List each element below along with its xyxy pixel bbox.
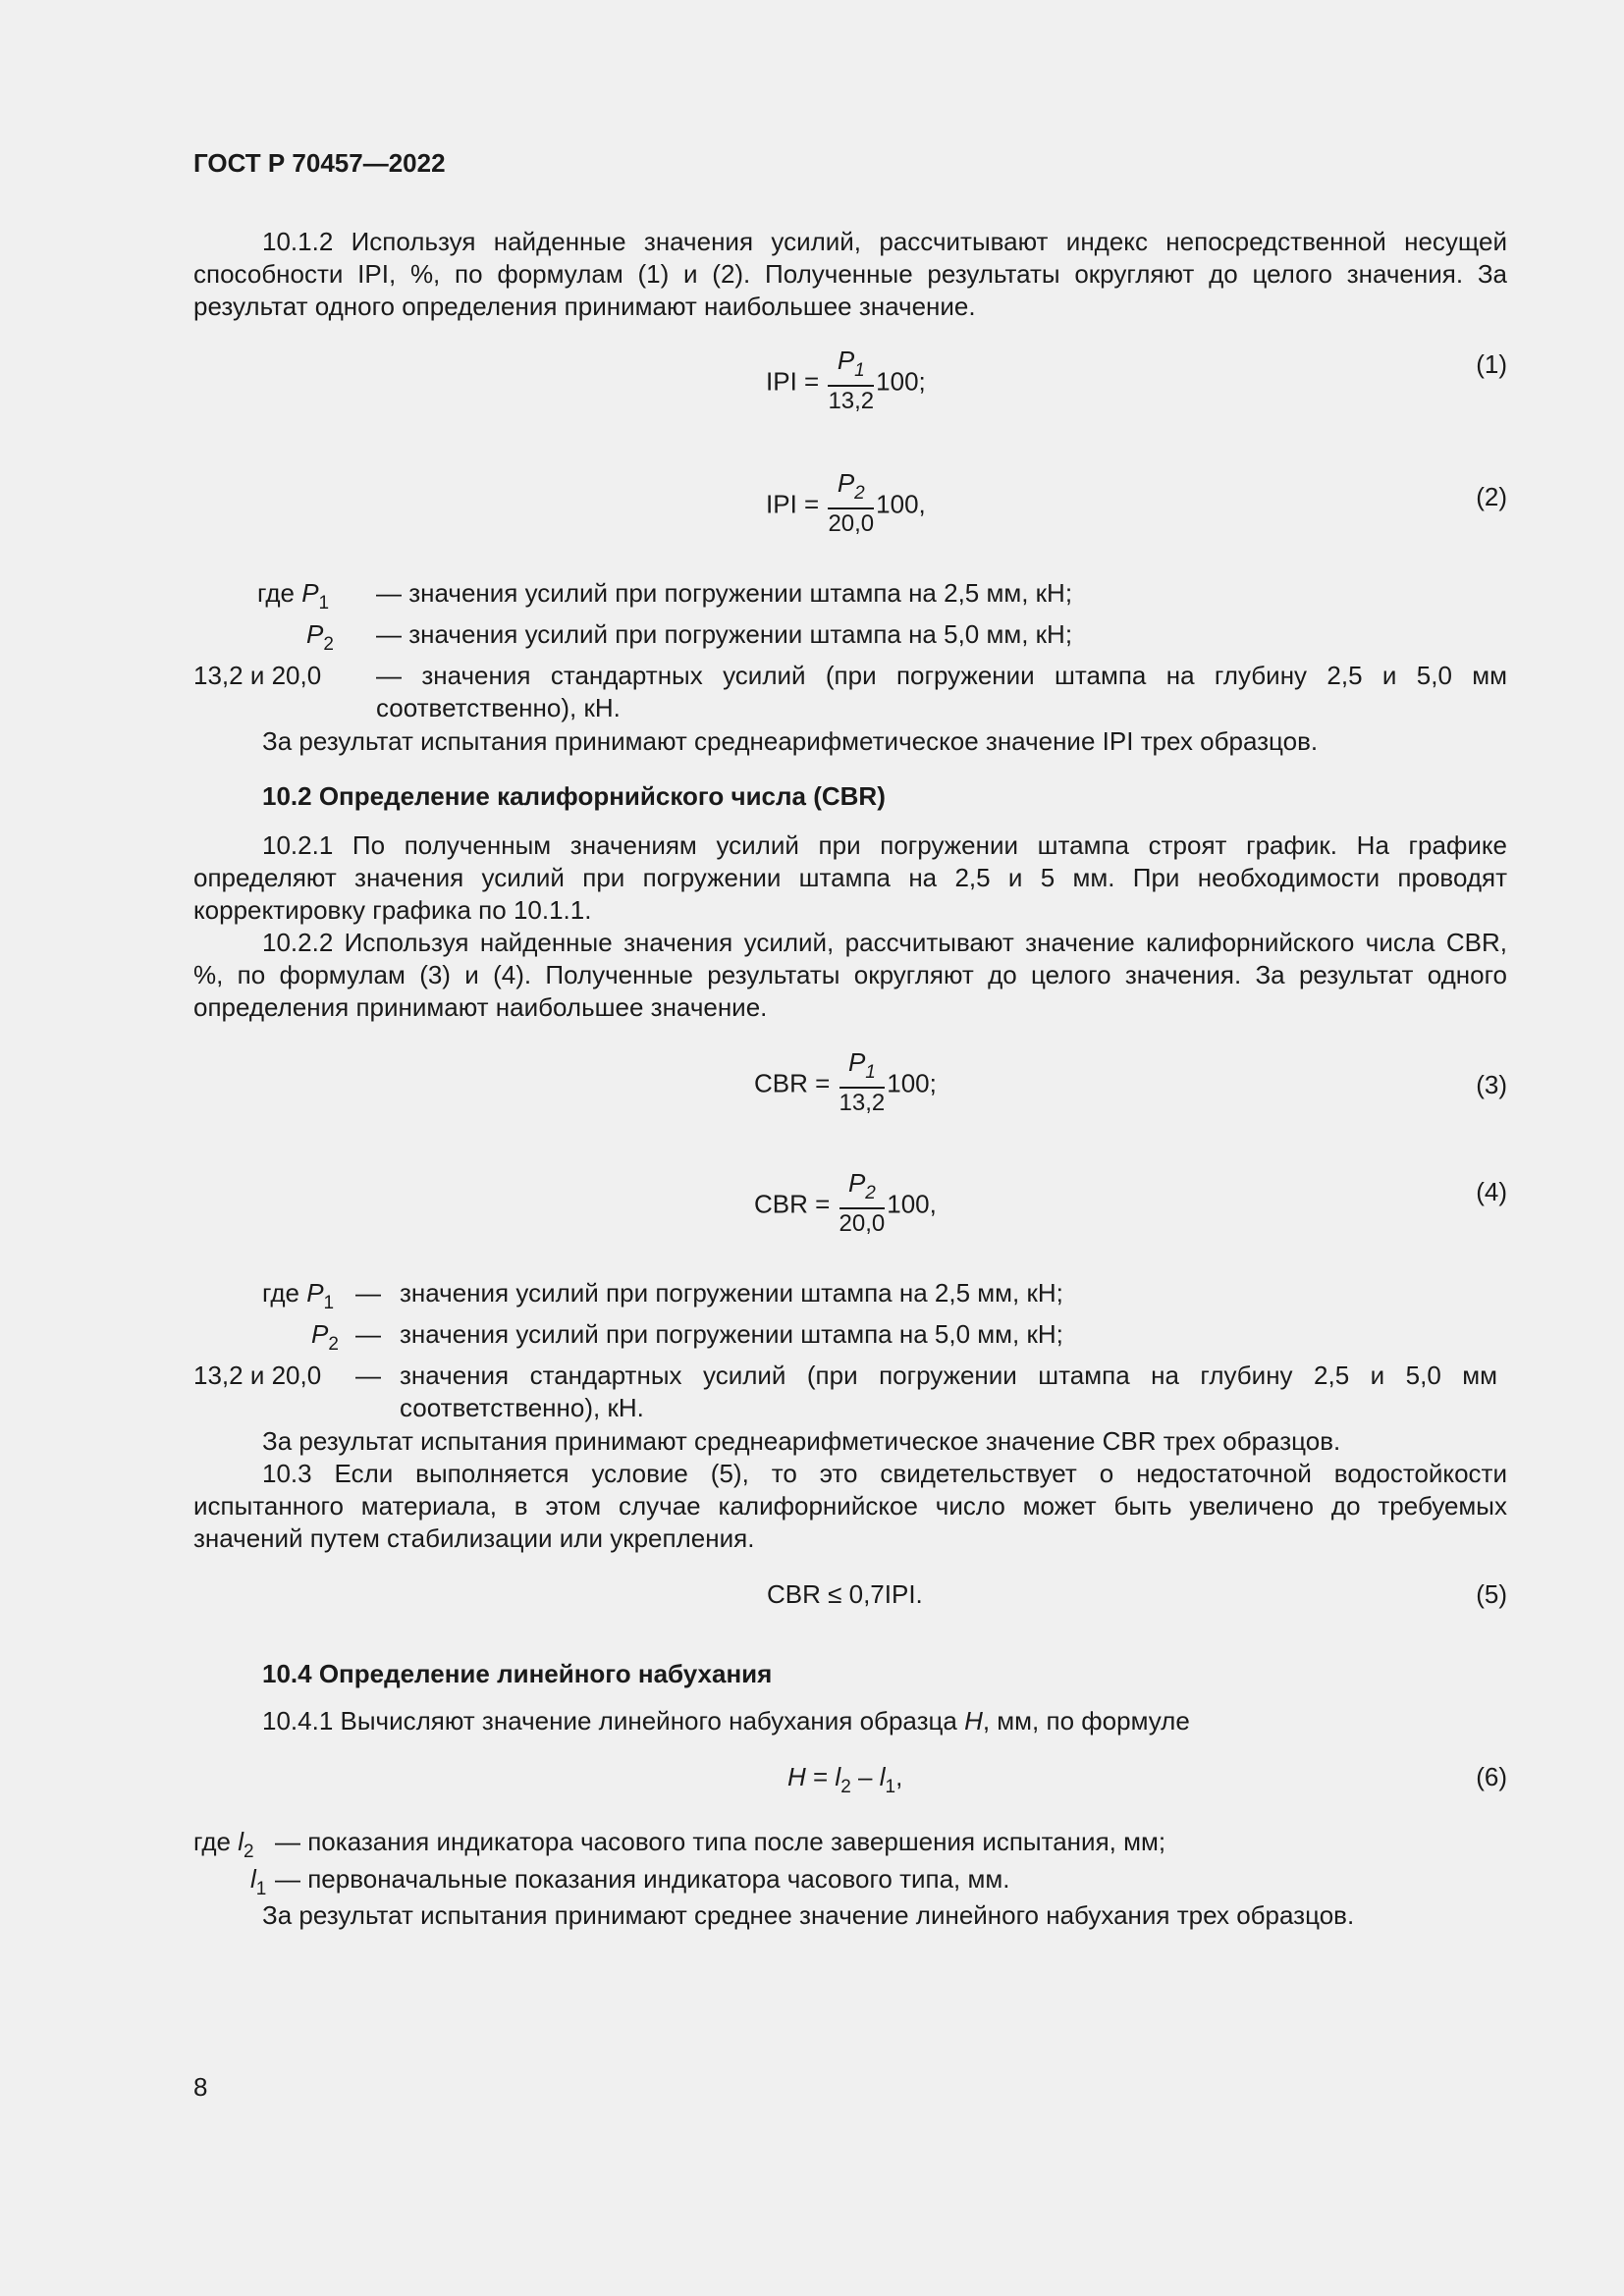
definition-p1-text: — значения усилий при погружении штампа на 2,5 мм, кН;: [376, 578, 1073, 608]
result-swelling: За результат испытания принимают среднее значение линейного набухания трех образцов.: [262, 1900, 1355, 1930]
fraction-denominator: 20,0: [839, 1210, 886, 1237]
formula-tail: 100,: [876, 489, 926, 519]
definition-dash: —: [355, 1278, 381, 1308]
formula-lhs: CBR =: [754, 1068, 831, 1098]
fraction-numerator: $P_1$: [839, 1048, 886, 1089]
formula-fraction: [828, 347, 874, 416]
definition-std-text-cont: соответственно), кН.: [400, 1393, 644, 1422]
paragraph-10-2-1: [193, 829, 1507, 927]
formula-number-1: (1): [1476, 349, 1507, 379]
definition-l2-text: — показания индикатора часового типа после завершения испытания, мм;: [275, 1827, 1166, 1856]
paragraph-10-1-2: [193, 226, 1507, 323]
paragraph-text: 10.1.2 Используя найденные значения усилий, рассчитывают индекс непосредственной несущей способности IPI, %, по формулам (1) и (2). Полученные результаты округляют до целого значения. За результат одного определения принимают наибольшее значение.: [193, 227, 1507, 321]
formula-lhs: CBR =: [754, 1189, 831, 1219]
definition-std-text: значения стандартных усилий (при погружении штампа на глубину 2,5 и 5,0 мм: [400, 1361, 1497, 1390]
definition-dash: —: [355, 1361, 381, 1390]
formula-fraction: [839, 1169, 886, 1239]
formula-number-3: (3): [1476, 1070, 1507, 1099]
paragraph-text: 10.2.1 По полученным значениям усилий при погружении штампа строят график. На графике определяют значения усилий при погружении штампа на 2,5 и 5 мм. При необходимости проводят корректировку графика по 10.1.1.: [193, 830, 1507, 925]
definition-p2-text: — значения усилий при погружении штампа на 5,0 мм, кН;: [376, 619, 1073, 649]
definition-std: 13,2 и 20,0: [193, 661, 322, 690]
heading-10-4: 10.4 Определение линейного набухания: [262, 1659, 773, 1688]
formula-number-5: (5): [1476, 1579, 1507, 1609]
paragraph-10-2-2: [193, 927, 1507, 1024]
definition-dash: —: [355, 1319, 381, 1349]
formula-number-6: (6): [1476, 1762, 1507, 1791]
formula-fraction: [828, 469, 874, 539]
definition-std: 13,2 и 20,0: [193, 1361, 322, 1390]
definition-p1-text: значения усилий при погружении штампа на 2,5 мм, кН;: [400, 1278, 1063, 1308]
definition-l1: $l_1$: [250, 1864, 267, 1899]
formula-3: [754, 1047, 937, 1120]
fraction-denominator: 13,2: [828, 388, 875, 414]
definition-p1: где $P_1$: [257, 578, 330, 614]
formula-lhs: IPI =: [766, 366, 820, 397]
page-number: 8: [193, 2072, 208, 2102]
fraction-numerator: $P_2$: [839, 1169, 886, 1209]
document-code-header: ГОСТ Р 70457—2022: [193, 148, 446, 178]
definition-l1-text: — первоначальные показания индикатора часового типа, мм.: [275, 1864, 1010, 1894]
definition-std-text-cont: соответственно), кН.: [376, 693, 621, 722]
formula-2: [766, 468, 926, 541]
definition-l2: где $l_2$: [193, 1827, 254, 1862]
formula-4: [754, 1168, 937, 1241]
formula-tail: 100;: [876, 366, 926, 397]
formula-lhs: IPI =: [766, 489, 820, 519]
paragraph-text: 10.2.2 Используя найденные значения усилий, рассчитывают значение калифорнийского числа CBR, %, по формулам (3) и (4). Полученные результаты округляют до целого значения. За результат одного определения принимают наибольшее значение.: [193, 928, 1507, 1022]
formula-tail: 100,: [887, 1189, 937, 1219]
heading-10-2: 10.2 Определение калифорнийского числа (CBR): [262, 781, 886, 811]
formula-number-4: (4): [1476, 1177, 1507, 1206]
fraction-numerator: $P_2$: [828, 469, 874, 509]
definition-p1: где $P_1$: [262, 1278, 335, 1313]
fraction-numerator: $P_1$: [828, 347, 874, 387]
definition-std-text: — значения стандартных усилий (при погружении штампа на глубину 2,5 и 5,0 мм: [376, 661, 1507, 690]
formula-5: CBR ≤ 0,7IPI.: [767, 1579, 923, 1609]
definitions-list-2: [193, 1277, 1507, 1434]
paragraph-text: 10.3 Если выполняется условие (5), то это свидетельствует о недостаточной водостойкости испытанного материала, в этом случае калифорнийское число может быть увеличено до требуемых значений путем стабилизации или укрепления.: [193, 1459, 1507, 1553]
formula-6: $H = l_2 - l_1$,: [787, 1762, 903, 1797]
paragraph-10-3: [193, 1458, 1507, 1555]
definition-p2-text: значения усилий при погружении штампа на 5,0 мм, кН;: [400, 1319, 1063, 1349]
paragraph-10-4-1: 10.4.1 Вычисляют значение линейного набухания образца H, мм, по формуле: [262, 1706, 1190, 1735]
result-cbr: За результат испытания принимают среднеарифметическое значение CBR трех образцов.: [262, 1426, 1341, 1456]
fraction-denominator: 13,2: [839, 1090, 886, 1116]
formula-fraction: [839, 1048, 886, 1118]
formula-1: [766, 348, 926, 418]
definition-p2: $P_2$: [311, 1319, 339, 1355]
fraction-denominator: 20,0: [828, 510, 875, 537]
formula-number-2: (2): [1476, 482, 1507, 511]
result-ipi: За результат испытания принимают среднеарифметическое значение IPI трех образцов.: [262, 726, 1319, 756]
formula-tail: 100;: [887, 1068, 937, 1098]
definition-p2: $P_2$: [306, 619, 334, 655]
